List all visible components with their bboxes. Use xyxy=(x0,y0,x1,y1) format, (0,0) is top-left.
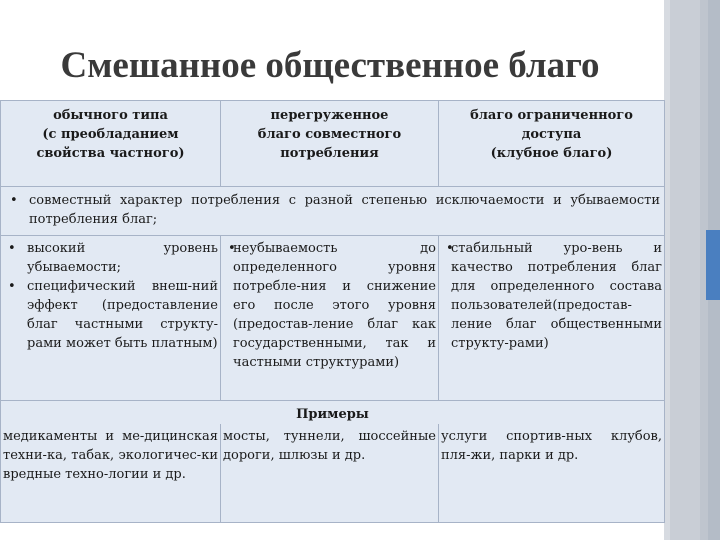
examples-row xyxy=(1,424,665,523)
header-line: свойства частного) xyxy=(36,146,185,161)
header-cell-club-good xyxy=(439,101,665,187)
header-line: потребления xyxy=(280,146,379,161)
list-item: • высокий уровень убываемости; xyxy=(3,239,218,277)
header-line: благо совместного xyxy=(257,127,402,142)
header-line: доступа xyxy=(521,127,582,142)
header-cell-private-type xyxy=(1,101,221,187)
common-bullet: • совместный характер потребления с разной степенью исключаемости и убываемости потребления благ; xyxy=(5,191,660,229)
header-line: обычного типа xyxy=(53,108,168,123)
properties-row xyxy=(1,236,665,401)
header-line: (с преобладанием xyxy=(42,127,179,142)
decorative-side-band xyxy=(670,0,700,540)
header-line: перегруженное xyxy=(270,108,389,123)
common-cell xyxy=(1,187,665,236)
properties-cell-congested xyxy=(221,236,439,401)
header-line: благо ограниченного xyxy=(470,108,633,123)
example-cell-club: услуги спортив-ных клубов, пля-жи, парки и др. xyxy=(439,424,665,523)
list-item: • неубываемость до определенного уровня потребле-ния и снижение его после этого уровня (предостав-ление благ как государственными, так и частными структурами) xyxy=(223,239,436,372)
examples-title: Примеры xyxy=(1,401,665,425)
accent-bar xyxy=(706,230,720,300)
header-cell-congested xyxy=(221,101,439,187)
header-line: (клубное благо) xyxy=(490,146,613,161)
example-cell-private: медикаменты и ме-дицинская техни-ка, табак, экологичес-ки вредные техно-логии и др. xyxy=(1,424,221,523)
example-cell-congested: мосты, туннели, шоссейные дороги, шлюзы и др. xyxy=(221,424,439,523)
properties-cell-private xyxy=(1,236,221,401)
slide-title: Смешанное общественное благо xyxy=(60,45,600,86)
header-row xyxy=(1,101,665,187)
common-row xyxy=(1,187,665,236)
list-item: • специфический внеш-ний эффект (предоставление благ частными структу-рами может быть платным) xyxy=(3,277,218,353)
list-item: • стабильный уро-вень и качество потребления благ для определенного состава пользователей(предостав-ление благ общественными структу-рами) xyxy=(441,239,662,353)
comparison-table xyxy=(0,100,665,523)
examples-title-row xyxy=(1,401,665,425)
properties-cell-club xyxy=(439,236,665,401)
